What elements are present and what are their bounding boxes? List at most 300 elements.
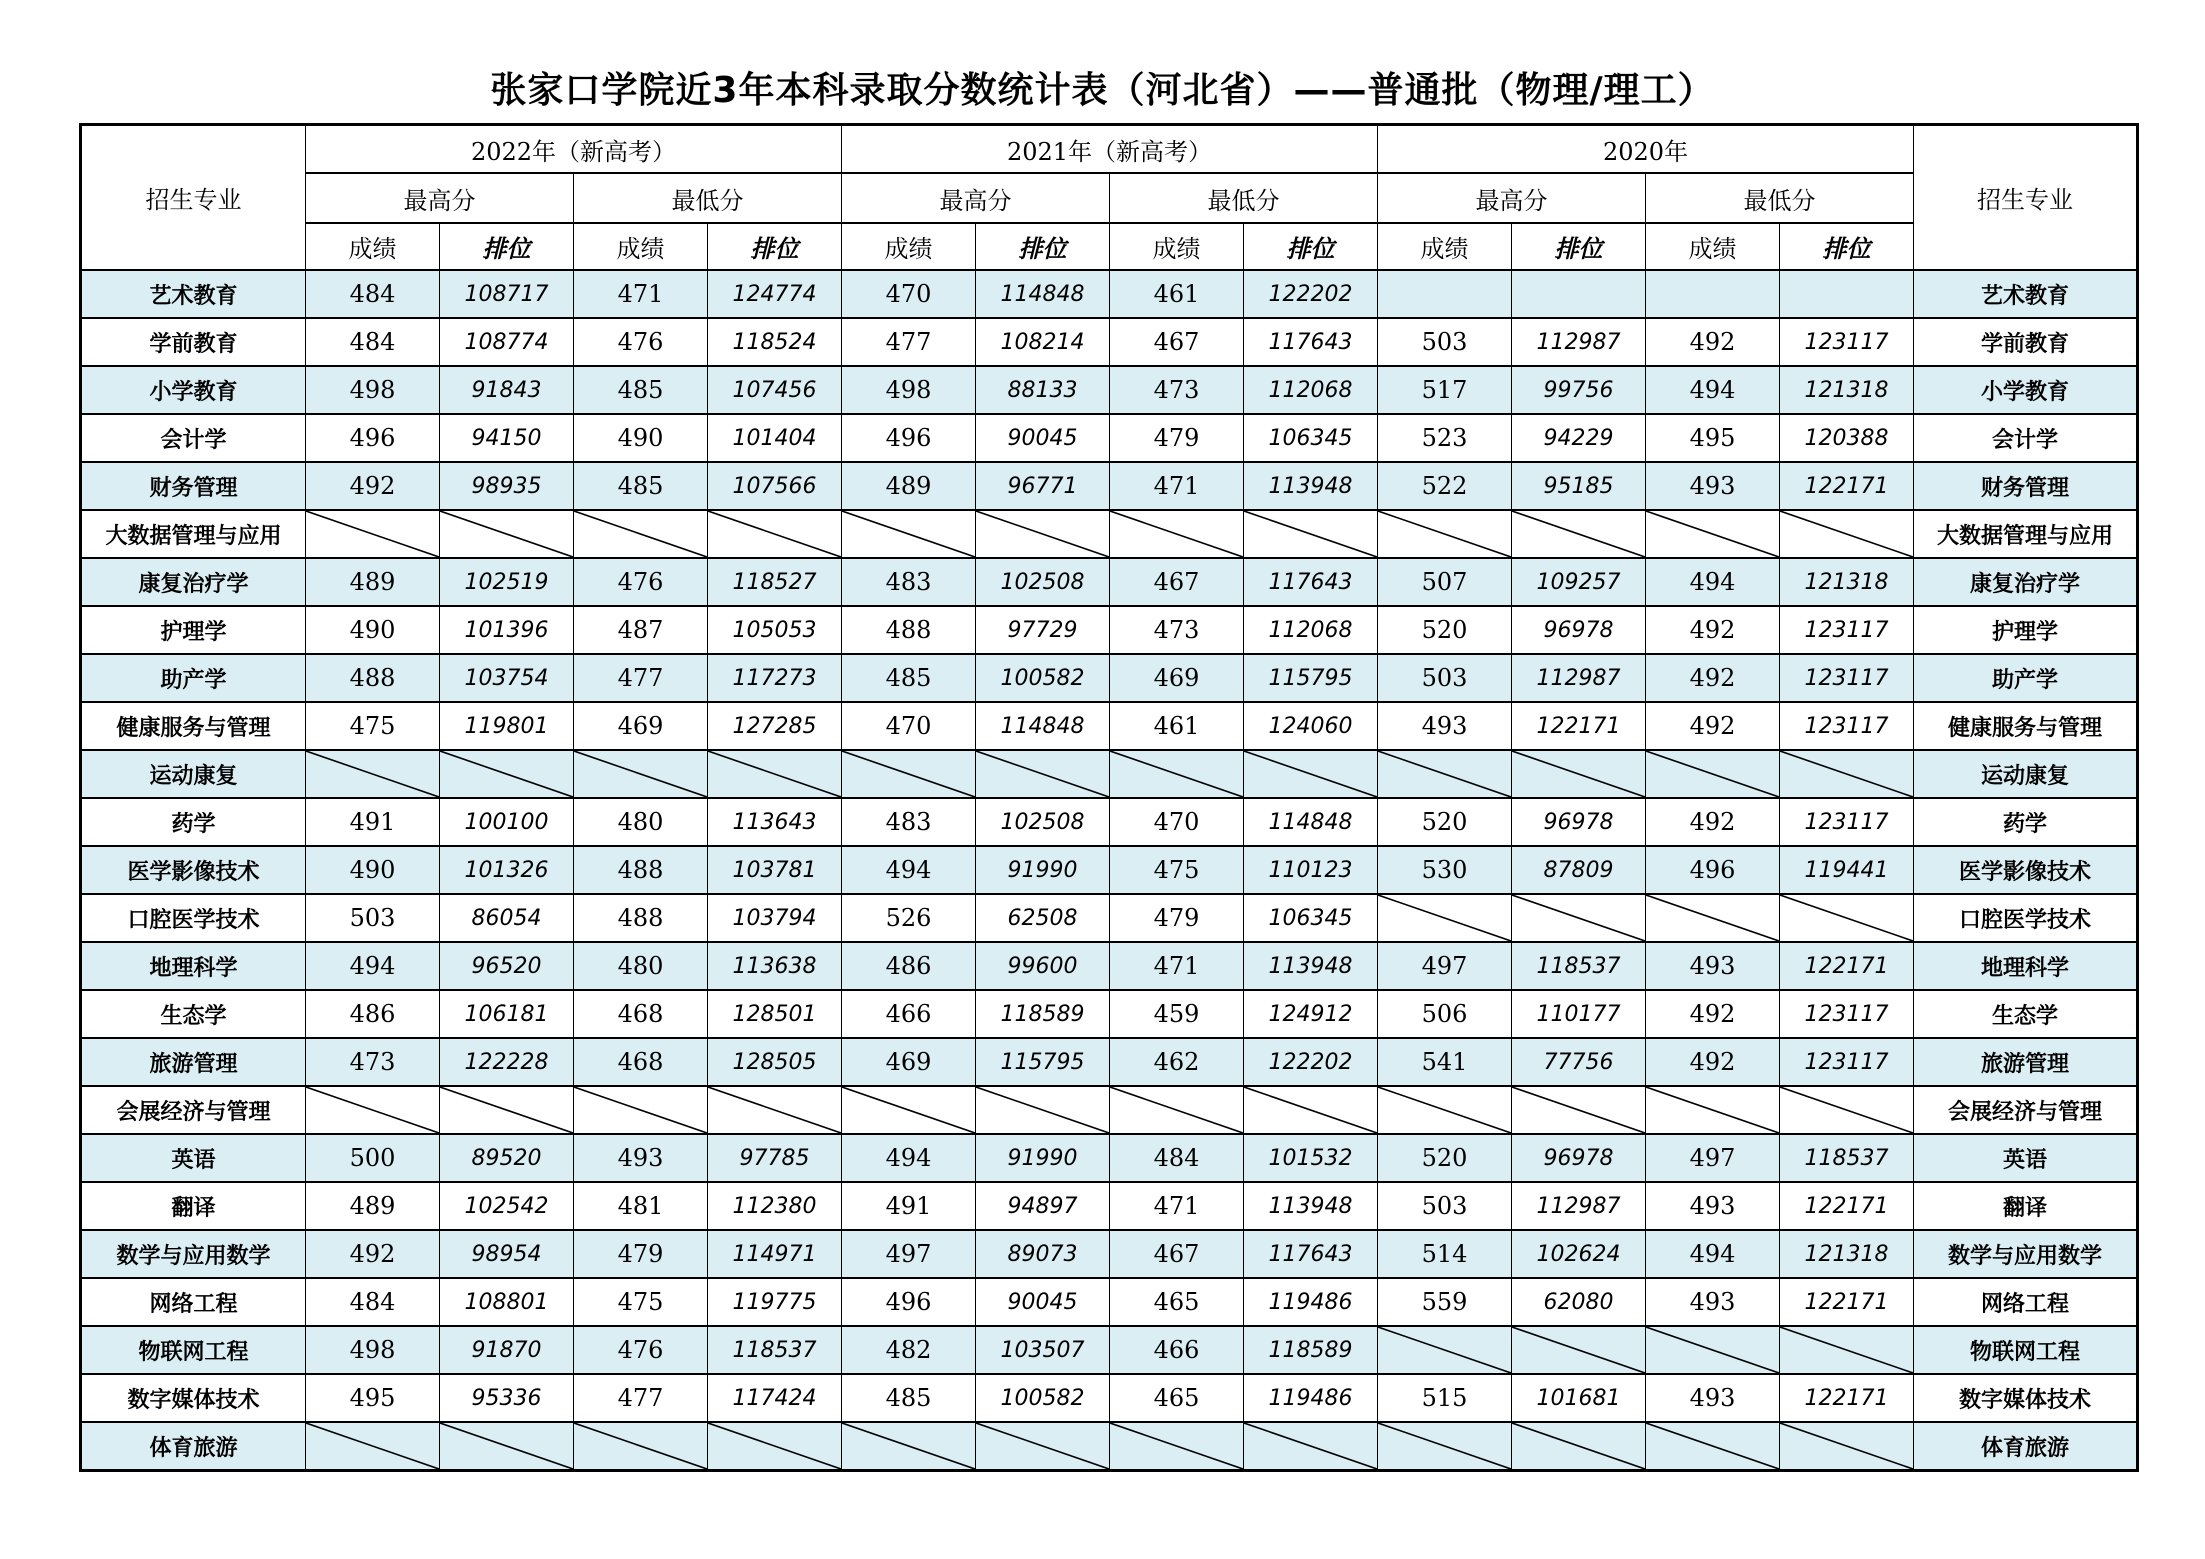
diagonal-slash-icon xyxy=(1780,895,1913,941)
score-cell: 479 xyxy=(1110,894,1244,942)
diagonal-slash-icon xyxy=(1512,751,1645,797)
diagonal-slash-icon xyxy=(1646,1087,1779,1133)
rank-cell: 117273 xyxy=(708,654,842,702)
sub-header-score: 成绩 xyxy=(574,223,708,270)
major-name-left: 助产学 xyxy=(81,654,306,702)
score-cell: 489 xyxy=(842,462,976,510)
table-row xyxy=(81,1278,2138,1326)
score-cell: 484 xyxy=(306,1278,440,1326)
not-applicable-cell xyxy=(1110,750,1244,798)
diagonal-slash-icon xyxy=(976,511,1109,557)
score-cell: 503 xyxy=(306,894,440,942)
rank-cell: 119775 xyxy=(708,1278,842,1326)
rank-cell: 124060 xyxy=(1244,702,1378,750)
major-name-right: 艺术教育 xyxy=(1914,270,2138,318)
major-column-header-left: 招生专业 xyxy=(81,125,306,271)
admission-score-table xyxy=(79,123,2139,1472)
not-applicable-cell xyxy=(1378,1422,1512,1471)
table-row xyxy=(81,990,2138,1038)
rank-cell: 119801 xyxy=(440,702,574,750)
major-name-right: 地理科学 xyxy=(1914,942,2138,990)
diagonal-slash-icon xyxy=(976,1087,1109,1133)
not-applicable-cell xyxy=(842,1422,976,1471)
score-cell: 470 xyxy=(1110,798,1244,846)
group-header-min-2021: 最低分 xyxy=(1110,173,1378,223)
score-cell: 497 xyxy=(1378,942,1512,990)
not-applicable-cell xyxy=(708,1086,842,1134)
score-cell: 493 xyxy=(1378,702,1512,750)
score-cell: 494 xyxy=(842,1134,976,1182)
not-applicable-cell xyxy=(1646,750,1780,798)
score-cell: 481 xyxy=(574,1182,708,1230)
table-row xyxy=(81,942,2138,990)
table-row xyxy=(81,702,2138,750)
not-applicable-cell xyxy=(574,1086,708,1134)
page-title: 张家口学院近3年本科录取分数统计表（河北省）——普通批（物理/理工） xyxy=(490,70,1715,111)
score-cell: 506 xyxy=(1378,990,1512,1038)
score-cell: 492 xyxy=(1646,798,1780,846)
rank-cell: 122228 xyxy=(440,1038,574,1086)
major-name-left: 运动康复 xyxy=(81,750,306,798)
rank-cell: 123117 xyxy=(1780,606,1914,654)
sub-header-rank: 排位 xyxy=(1244,223,1378,270)
not-applicable-cell xyxy=(1244,1086,1378,1134)
diagonal-slash-icon xyxy=(1780,1087,1913,1133)
score-cell: 489 xyxy=(306,558,440,606)
not-applicable-cell xyxy=(1780,1422,1914,1471)
rank-cell: 113638 xyxy=(708,942,842,990)
diagonal-slash-icon xyxy=(1244,751,1377,797)
diagonal-slash-icon xyxy=(842,1423,975,1469)
major-name-right: 翻译 xyxy=(1914,1182,2138,1230)
major-name-left: 医学影像技术 xyxy=(81,846,306,894)
diagonal-slash-icon xyxy=(976,751,1109,797)
major-name-right: 财务管理 xyxy=(1914,462,2138,510)
rank-cell: 96978 xyxy=(1512,606,1646,654)
not-applicable-cell xyxy=(1512,1086,1646,1134)
diagonal-slash-icon xyxy=(1244,1087,1377,1133)
rank-cell: 98935 xyxy=(440,462,574,510)
score-cell: 491 xyxy=(306,798,440,846)
not-applicable-cell xyxy=(708,510,842,558)
diagonal-slash-icon xyxy=(1110,1423,1243,1469)
rank-cell: 86054 xyxy=(440,894,574,942)
score-cell: 492 xyxy=(1646,318,1780,366)
diagonal-slash-icon xyxy=(1646,1423,1779,1469)
rank-cell: 112068 xyxy=(1244,366,1378,414)
rank-cell: 102624 xyxy=(1512,1230,1646,1278)
score-cell: 487 xyxy=(574,606,708,654)
rank-cell: 94229 xyxy=(1512,414,1646,462)
score-cell xyxy=(1646,270,1780,318)
diagonal-slash-icon xyxy=(1780,1327,1913,1373)
major-name-right: 大数据管理与应用 xyxy=(1914,510,2138,558)
rank-cell: 128501 xyxy=(708,990,842,1038)
major-name-left: 旅游管理 xyxy=(81,1038,306,1086)
not-applicable-cell xyxy=(1378,510,1512,558)
major-name-right: 口腔医学技术 xyxy=(1914,894,2138,942)
score-cell: 475 xyxy=(306,702,440,750)
diagonal-slash-icon xyxy=(1512,1327,1645,1373)
table-row xyxy=(81,1038,2138,1086)
not-applicable-cell xyxy=(1512,894,1646,942)
score-cell: 480 xyxy=(574,942,708,990)
rank-cell: 101532 xyxy=(1244,1134,1378,1182)
rank-cell: 127285 xyxy=(708,702,842,750)
score-cell: 490 xyxy=(306,606,440,654)
table-row xyxy=(81,606,2138,654)
rank-cell: 108717 xyxy=(440,270,574,318)
rank-cell: 102542 xyxy=(440,1182,574,1230)
score-cell: 493 xyxy=(1646,1182,1780,1230)
major-name-right: 学前教育 xyxy=(1914,318,2138,366)
score-cell: 498 xyxy=(306,366,440,414)
score-cell: 467 xyxy=(1110,1230,1244,1278)
rank-cell: 89073 xyxy=(976,1230,1110,1278)
rank-cell: 102508 xyxy=(976,798,1110,846)
score-cell: 489 xyxy=(306,1182,440,1230)
rank-cell: 119486 xyxy=(1244,1374,1378,1422)
rank-cell: 95336 xyxy=(440,1374,574,1422)
rank-cell: 106181 xyxy=(440,990,574,1038)
diagonal-slash-icon xyxy=(1378,1087,1511,1133)
year-header-2022: 2022年（新高考） xyxy=(306,125,842,174)
not-applicable-cell xyxy=(1110,1422,1244,1471)
score-cell: 488 xyxy=(574,846,708,894)
rank-cell: 123117 xyxy=(1780,318,1914,366)
score-cell: 520 xyxy=(1378,606,1512,654)
rank-cell: 122171 xyxy=(1780,1278,1914,1326)
diagonal-slash-icon xyxy=(1512,511,1645,557)
diagonal-slash-icon xyxy=(574,1087,707,1133)
diagonal-slash-icon xyxy=(306,1087,439,1133)
table-row xyxy=(81,1230,2138,1278)
score-cell: 522 xyxy=(1378,462,1512,510)
rank-cell xyxy=(1512,270,1646,318)
rank-cell: 123117 xyxy=(1780,990,1914,1038)
rank-cell: 100582 xyxy=(976,1374,1110,1422)
table-row xyxy=(81,1422,2138,1471)
score-cell: 485 xyxy=(574,462,708,510)
score-cell: 493 xyxy=(574,1134,708,1182)
not-applicable-cell xyxy=(574,750,708,798)
score-cell: 488 xyxy=(306,654,440,702)
score-cell: 466 xyxy=(842,990,976,1038)
score-cell: 467 xyxy=(1110,318,1244,366)
score-cell: 479 xyxy=(574,1230,708,1278)
not-applicable-cell xyxy=(440,1422,574,1471)
not-applicable-cell xyxy=(1512,1422,1646,1471)
major-name-right: 助产学 xyxy=(1914,654,2138,702)
sub-header-rank: 排位 xyxy=(708,223,842,270)
score-cell: 461 xyxy=(1110,270,1244,318)
score-cell: 517 xyxy=(1378,366,1512,414)
diagonal-slash-icon xyxy=(1378,1423,1511,1469)
diagonal-slash-icon xyxy=(1780,1423,1913,1469)
not-applicable-cell xyxy=(1780,1326,1914,1374)
diagonal-slash-icon xyxy=(1378,895,1511,941)
score-cell: 526 xyxy=(842,894,976,942)
rank-cell: 118524 xyxy=(708,318,842,366)
major-name-left: 口腔医学技术 xyxy=(81,894,306,942)
score-cell: 507 xyxy=(1378,558,1512,606)
rank-cell: 91990 xyxy=(976,1134,1110,1182)
rank-cell: 102519 xyxy=(440,558,574,606)
major-name-left: 财务管理 xyxy=(81,462,306,510)
not-applicable-cell xyxy=(976,750,1110,798)
rank-cell: 121318 xyxy=(1780,558,1914,606)
rank-cell: 108801 xyxy=(440,1278,574,1326)
score-cell: 493 xyxy=(1646,462,1780,510)
diagonal-slash-icon xyxy=(1378,751,1511,797)
score-cell: 494 xyxy=(1646,558,1780,606)
major-column-header-right: 招生专业 xyxy=(1914,125,2138,271)
table-row xyxy=(81,318,2138,366)
rank-cell: 112987 xyxy=(1512,1182,1646,1230)
sub-header-score: 成绩 xyxy=(1378,223,1512,270)
rank-cell: 118589 xyxy=(976,990,1110,1038)
diagonal-slash-icon xyxy=(1512,895,1645,941)
rank-cell: 118537 xyxy=(1780,1134,1914,1182)
score-cell: 490 xyxy=(574,414,708,462)
header-row-groups xyxy=(81,173,2138,223)
score-cell: 469 xyxy=(1110,654,1244,702)
major-name-left: 体育旅游 xyxy=(81,1422,306,1471)
group-header-min-2020: 最低分 xyxy=(1646,173,1914,223)
major-name-left: 数学与应用数学 xyxy=(81,1230,306,1278)
score-cell: 459 xyxy=(1110,990,1244,1038)
rank-cell: 123117 xyxy=(1780,1038,1914,1086)
rank-cell: 101404 xyxy=(708,414,842,462)
score-cell: 520 xyxy=(1378,798,1512,846)
score-cell: 523 xyxy=(1378,414,1512,462)
rank-cell: 124912 xyxy=(1244,990,1378,1038)
score-cell: 471 xyxy=(1110,1182,1244,1230)
score-cell: 476 xyxy=(574,318,708,366)
rank-cell: 112380 xyxy=(708,1182,842,1230)
rank-cell: 122171 xyxy=(1780,942,1914,990)
score-cell: 480 xyxy=(574,798,708,846)
table-body xyxy=(81,270,2138,1471)
not-applicable-cell xyxy=(1110,1086,1244,1134)
sub-header-rank: 排位 xyxy=(440,223,574,270)
rank-cell: 119486 xyxy=(1244,1278,1378,1326)
rank-cell: 96771 xyxy=(976,462,1110,510)
score-cell: 477 xyxy=(574,1374,708,1422)
diagonal-slash-icon xyxy=(1244,1423,1377,1469)
not-applicable-cell xyxy=(306,510,440,558)
rank-cell: 113948 xyxy=(1244,942,1378,990)
rank-cell: 96520 xyxy=(440,942,574,990)
score-cell: 484 xyxy=(306,270,440,318)
not-applicable-cell xyxy=(1378,1326,1512,1374)
diagonal-slash-icon xyxy=(306,511,439,557)
score-cell: 476 xyxy=(574,1326,708,1374)
not-applicable-cell xyxy=(1244,1422,1378,1471)
score-cell: 484 xyxy=(1110,1134,1244,1182)
table-row xyxy=(81,462,2138,510)
diagonal-slash-icon xyxy=(440,511,573,557)
rank-cell: 99600 xyxy=(976,942,1110,990)
rank-cell: 114848 xyxy=(976,702,1110,750)
score-cell: 486 xyxy=(842,942,976,990)
rank-cell: 118527 xyxy=(708,558,842,606)
diagonal-slash-icon xyxy=(1512,1087,1645,1133)
rank-cell: 122171 xyxy=(1780,1182,1914,1230)
not-applicable-cell xyxy=(1378,1086,1512,1134)
score-cell: 503 xyxy=(1378,1182,1512,1230)
score-cell: 559 xyxy=(1378,1278,1512,1326)
score-cell: 492 xyxy=(1646,702,1780,750)
rank-cell: 91870 xyxy=(440,1326,574,1374)
not-applicable-cell xyxy=(440,1086,574,1134)
score-cell: 494 xyxy=(1646,1230,1780,1278)
group-header-max-2021: 最高分 xyxy=(842,173,1110,223)
major-name-left: 会计学 xyxy=(81,414,306,462)
rank-cell: 107566 xyxy=(708,462,842,510)
not-applicable-cell xyxy=(1512,750,1646,798)
major-name-right: 护理学 xyxy=(1914,606,2138,654)
major-name-right: 数字媒体技术 xyxy=(1914,1374,2138,1422)
not-applicable-cell xyxy=(306,750,440,798)
diagonal-slash-icon xyxy=(708,751,841,797)
rank-cell: 88133 xyxy=(976,366,1110,414)
score-cell: 515 xyxy=(1378,1374,1512,1422)
rank-cell: 114848 xyxy=(1244,798,1378,846)
major-name-right: 医学影像技术 xyxy=(1914,846,2138,894)
major-name-left: 护理学 xyxy=(81,606,306,654)
score-cell: 466 xyxy=(1110,1326,1244,1374)
rank-cell: 114848 xyxy=(976,270,1110,318)
score-cell: 470 xyxy=(842,702,976,750)
diagonal-slash-icon xyxy=(1646,1327,1779,1373)
rank-cell: 117643 xyxy=(1244,318,1378,366)
major-name-right: 康复治疗学 xyxy=(1914,558,2138,606)
not-applicable-cell xyxy=(574,510,708,558)
score-cell: 498 xyxy=(842,366,976,414)
score-cell: 473 xyxy=(1110,606,1244,654)
rank-cell: 124774 xyxy=(708,270,842,318)
not-applicable-cell xyxy=(440,750,574,798)
rank-cell: 94150 xyxy=(440,414,574,462)
rank-cell: 90045 xyxy=(976,414,1110,462)
diagonal-slash-icon xyxy=(842,511,975,557)
rank-cell: 121318 xyxy=(1780,1230,1914,1278)
sub-header-rank: 排位 xyxy=(1780,223,1914,270)
major-name-right: 物联网工程 xyxy=(1914,1326,2138,1374)
rank-cell: 113948 xyxy=(1244,1182,1378,1230)
major-name-left: 艺术教育 xyxy=(81,270,306,318)
score-cell: 541 xyxy=(1378,1038,1512,1086)
diagonal-slash-icon xyxy=(1646,895,1779,941)
rank-cell: 94897 xyxy=(976,1182,1110,1230)
rank-cell: 121318 xyxy=(1780,366,1914,414)
rank-cell: 97785 xyxy=(708,1134,842,1182)
diagonal-slash-icon xyxy=(708,1423,841,1469)
major-name-right: 会计学 xyxy=(1914,414,2138,462)
not-applicable-cell xyxy=(1378,894,1512,942)
rank-cell: 120388 xyxy=(1780,414,1914,462)
not-applicable-cell xyxy=(1512,1326,1646,1374)
score-cell: 476 xyxy=(574,558,708,606)
sub-header-rank: 排位 xyxy=(1512,223,1646,270)
score-cell: 491 xyxy=(842,1182,976,1230)
table-row xyxy=(81,1086,2138,1134)
rank-cell: 62080 xyxy=(1512,1278,1646,1326)
rank-cell: 108774 xyxy=(440,318,574,366)
score-cell: 503 xyxy=(1378,654,1512,702)
group-header-max-2022: 最高分 xyxy=(306,173,574,223)
rank-cell: 105053 xyxy=(708,606,842,654)
rank-cell: 103794 xyxy=(708,894,842,942)
rank-cell: 112987 xyxy=(1512,318,1646,366)
rank-cell: 122171 xyxy=(1780,462,1914,510)
major-name-left: 数字媒体技术 xyxy=(81,1374,306,1422)
score-cell: 483 xyxy=(842,798,976,846)
not-applicable-cell xyxy=(1244,510,1378,558)
rank-cell: 112068 xyxy=(1244,606,1378,654)
rank-cell: 90045 xyxy=(976,1278,1110,1326)
major-name-right: 健康服务与管理 xyxy=(1914,702,2138,750)
table-row xyxy=(81,414,2138,462)
diagonal-slash-icon xyxy=(1378,1327,1511,1373)
not-applicable-cell xyxy=(976,510,1110,558)
rank-cell: 62508 xyxy=(976,894,1110,942)
score-cell: 494 xyxy=(842,846,976,894)
score-cell: 492 xyxy=(1646,654,1780,702)
rank-cell: 96978 xyxy=(1512,798,1646,846)
score-cell: 493 xyxy=(1646,1278,1780,1326)
diagonal-slash-icon xyxy=(1378,511,1511,557)
score-cell: 497 xyxy=(842,1230,976,1278)
table-row xyxy=(81,1326,2138,1374)
rank-cell: 106345 xyxy=(1244,414,1378,462)
score-cell: 496 xyxy=(1646,846,1780,894)
not-applicable-cell xyxy=(1512,510,1646,558)
not-applicable-cell xyxy=(1646,510,1780,558)
score-cell: 497 xyxy=(1646,1134,1780,1182)
score-cell: 477 xyxy=(574,654,708,702)
table-row xyxy=(81,846,2138,894)
rank-cell: 110123 xyxy=(1244,846,1378,894)
score-cell: 469 xyxy=(574,702,708,750)
score-cell: 495 xyxy=(306,1374,440,1422)
diagonal-slash-icon xyxy=(574,751,707,797)
score-cell: 469 xyxy=(842,1038,976,1086)
major-name-left: 药学 xyxy=(81,798,306,846)
diagonal-slash-icon xyxy=(1780,511,1913,557)
not-applicable-cell xyxy=(708,750,842,798)
not-applicable-cell xyxy=(842,750,976,798)
not-applicable-cell xyxy=(1646,1086,1780,1134)
score-cell: 471 xyxy=(1110,462,1244,510)
major-name-right: 生态学 xyxy=(1914,990,2138,1038)
score-cell: 465 xyxy=(1110,1374,1244,1422)
not-applicable-cell xyxy=(306,1086,440,1134)
rank-cell xyxy=(1780,270,1914,318)
sub-header-score: 成绩 xyxy=(1110,223,1244,270)
rank-cell: 115795 xyxy=(1244,654,1378,702)
diagonal-slash-icon xyxy=(1110,511,1243,557)
table-row xyxy=(81,510,2138,558)
rank-cell: 118589 xyxy=(1244,1326,1378,1374)
major-name-left: 学前教育 xyxy=(81,318,306,366)
rank-cell: 99756 xyxy=(1512,366,1646,414)
rank-cell: 123117 xyxy=(1780,798,1914,846)
diagonal-slash-icon xyxy=(440,751,573,797)
rank-cell: 101396 xyxy=(440,606,574,654)
score-cell xyxy=(1378,270,1512,318)
